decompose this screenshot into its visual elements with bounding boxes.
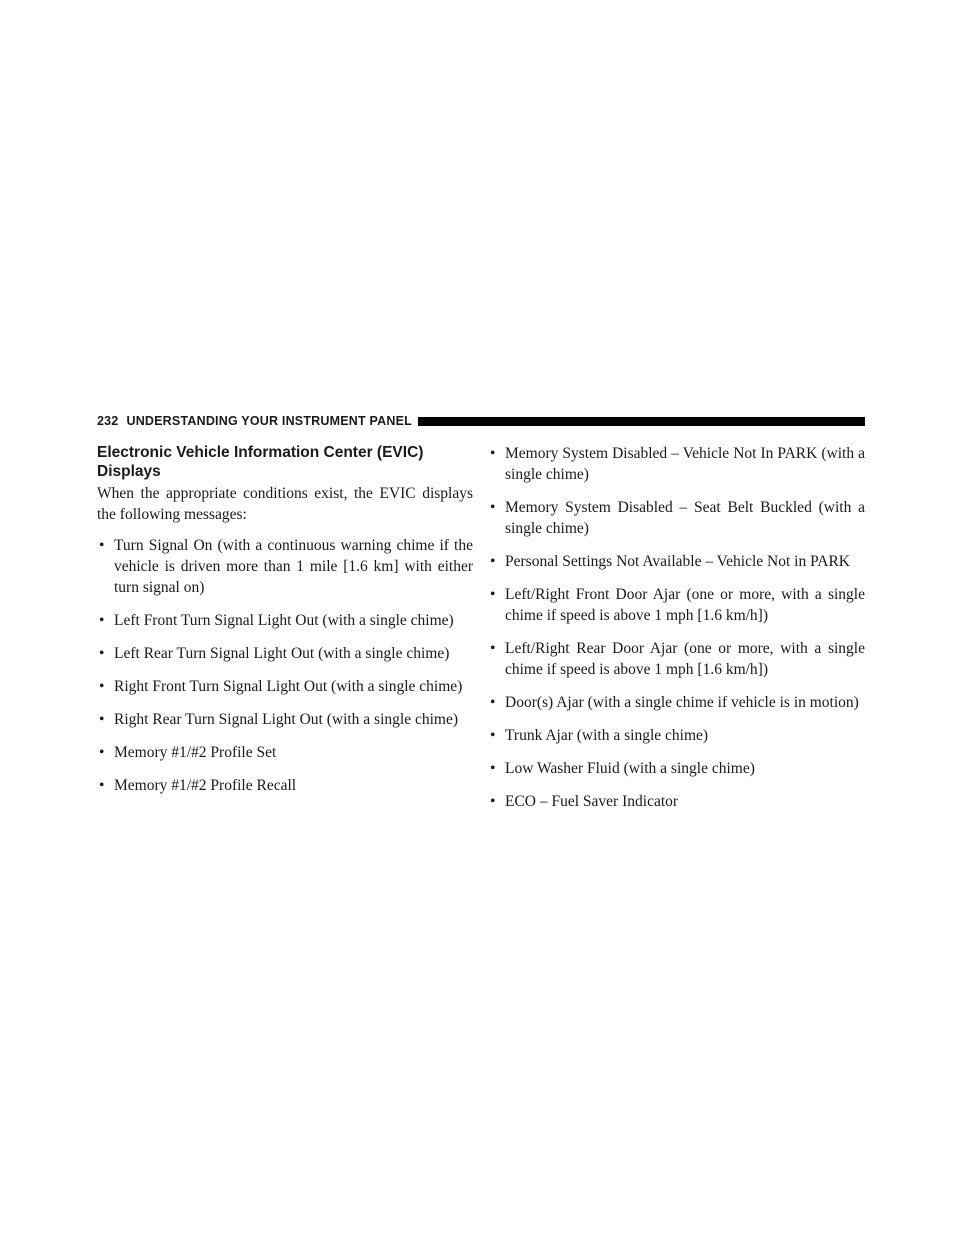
list-item (97, 610, 473, 631)
list-item (488, 443, 865, 485)
bullet-icon: • (99, 744, 105, 761)
bullet-icon: • (99, 612, 105, 629)
list-item (488, 758, 865, 779)
message-list-left (97, 535, 473, 796)
bullet-icon: • (99, 537, 105, 554)
list-item-text: ECO – Fuel Saver Indicator (505, 793, 679, 810)
list-item-text: Memory System Disabled – Vehicle Not In PARK (with a single chime) (505, 445, 865, 483)
list-item (97, 742, 473, 763)
message-list-right (488, 443, 865, 812)
list-item (97, 535, 473, 598)
list-item (488, 497, 865, 539)
bullet-icon: • (99, 678, 105, 695)
bullet-icon: • (490, 727, 496, 744)
page-number: 232 (97, 414, 119, 428)
bullet-icon: • (99, 711, 105, 728)
bullet-icon: • (99, 777, 105, 794)
list-item-text: Low Washer Fluid (with a single chime) (505, 760, 755, 777)
intro-paragraph: When the appropriate conditions exist, the EVIC displays the following messages: (97, 485, 473, 523)
bullet-icon: • (490, 640, 496, 657)
list-item (97, 643, 473, 664)
list-item (97, 709, 473, 730)
bullet-icon: • (490, 760, 496, 777)
list-item (488, 692, 865, 713)
list-item (488, 584, 865, 626)
bullet-icon: • (99, 645, 105, 662)
left-column (97, 443, 473, 796)
header-rule (418, 417, 865, 426)
bullet-icon: • (490, 694, 496, 711)
list-item (488, 791, 865, 812)
bullet-icon: • (490, 553, 496, 570)
bullet-icon: • (490, 793, 496, 810)
list-item-text: Door(s) Ajar (with a single chime if vehicle is in motion) (505, 694, 859, 711)
list-item-text: Memory #1/#2 Profile Set (114, 744, 277, 761)
list-item (97, 775, 473, 796)
list-item (488, 638, 865, 680)
list-item-text: Left Front Turn Signal Light Out (with a single chime) (114, 612, 454, 629)
list-item-text: Memory #1/#2 Profile Recall (114, 777, 297, 794)
list-item-text: Memory System Disabled – Seat Belt Buckled (with a single chime) (505, 499, 865, 537)
section-title: UNDERSTANDING YOUR INSTRUMENT PANEL (126, 414, 412, 428)
list-item-text: Left/Right Rear Door Ajar (one or more, with a single chime if speed is above 1 mph [1.6 km/h]) (505, 640, 865, 678)
list-item-text: Right Front Turn Signal Light Out (with a single chime) (114, 678, 463, 695)
list-item-text: Right Rear Turn Signal Light Out (with a single chime) (114, 711, 458, 728)
list-item (488, 725, 865, 746)
list-item-text: Turn Signal On (with a continuous warning chime if the vehicle is driven more than 1 mile [1.6 km] with either turn signal on) (114, 537, 473, 596)
bullet-icon: • (490, 499, 496, 516)
list-item-text: Left Rear Turn Signal Light Out (with a single chime) (114, 645, 450, 662)
list-item-text: Left/Right Front Door Ajar (one or more, with a single chime if speed is above 1 mph [1.6 km/h]) (505, 586, 865, 624)
bullet-icon: • (490, 586, 496, 603)
list-item-text: Trunk Ajar (with a single chime) (505, 727, 709, 744)
bullet-icon: • (490, 445, 496, 462)
list-item (97, 676, 473, 697)
right-column (488, 443, 865, 812)
list-item-text: Personal Settings Not Available – Vehicle Not in PARK (505, 553, 851, 570)
section-heading: Electronic Vehicle Information Center (EVIC) Displays (97, 444, 424, 480)
list-item (488, 551, 865, 572)
page-header (97, 413, 865, 429)
